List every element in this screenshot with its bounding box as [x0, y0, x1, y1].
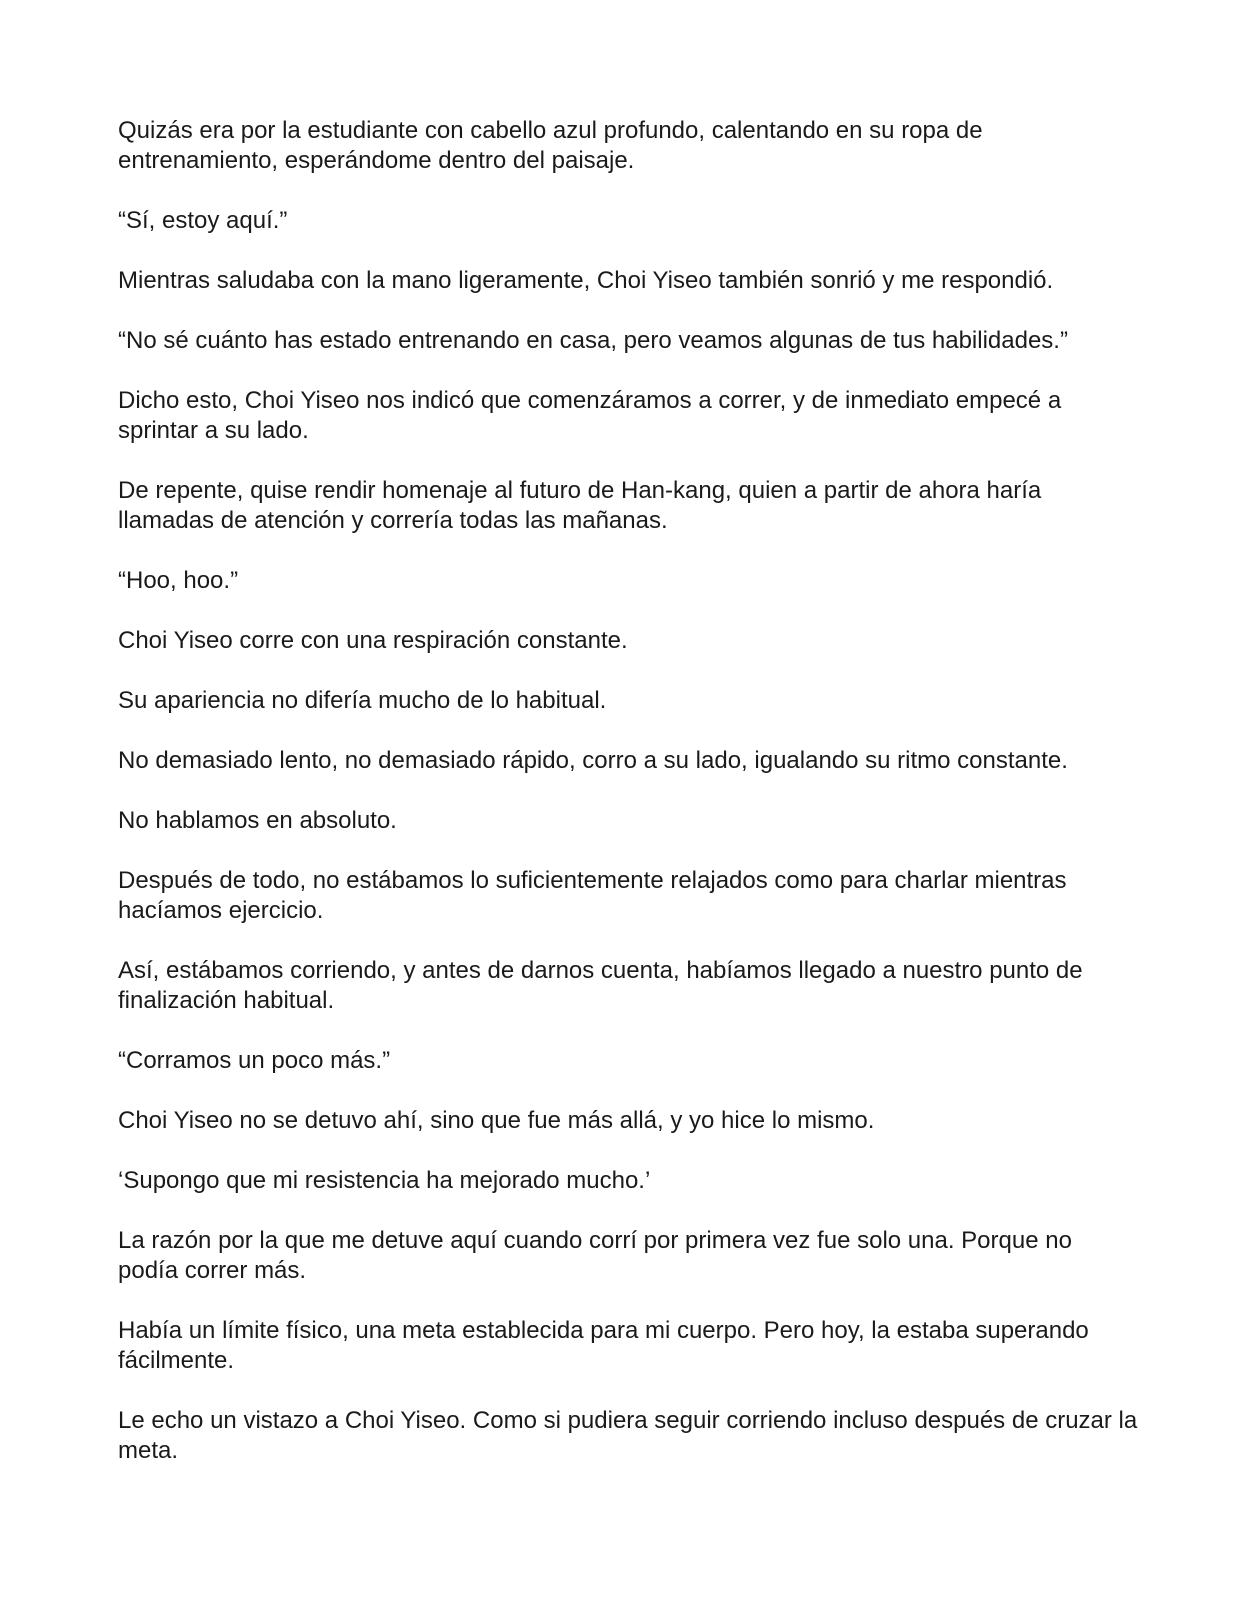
paragraph: Mientras saludaba con la mano ligeramente, Choi Yiseo también sonrió y me respondió.: [118, 267, 1054, 294]
paragraph: “Hoo, hoo.”: [118, 567, 239, 594]
document-body: [118, 116, 1138, 1496]
paragraph: De repente, quise rendir homenaje al futuro de Han-kang, quien a partir de ahora haría llamadas de atención y correría todas las mañanas.: [118, 477, 1042, 534]
paragraph: La razón por la que me detuve aquí cuando corrí por primera vez fue solo una. Porque no podía correr más.: [118, 1227, 1072, 1284]
paragraph: Choi Yiseo corre con una respiración constante.: [118, 627, 628, 654]
paragraph: “No sé cuánto has estado entrenando en casa, pero veamos algunas de tus habilidades.”: [118, 327, 1068, 354]
paragraph: ‘Supongo que mi resistencia ha mejorado mucho.’: [118, 1167, 651, 1194]
paragraph: “Corramos un poco más.”: [118, 1047, 391, 1074]
paragraph: No demasiado lento, no demasiado rápido, corro a su lado, igualando su ritmo constante.: [118, 747, 1068, 774]
paragraph: “Sí, estoy aquí.”: [118, 207, 288, 234]
paragraph: Así, estábamos corriendo, y antes de darnos cuenta, habíamos llegado a nuestro punto de finalización habitual.: [118, 957, 1083, 1014]
paragraph: Había un límite físico, una meta establecida para mi cuerpo. Pero hoy, la estaba superando fácilmente.: [118, 1317, 1089, 1374]
paragraph: Dicho esto, Choi Yiseo nos indicó que comenzáramos a correr, y de inmediato empecé a sprintar a su lado.: [118, 387, 1062, 444]
paragraph: Le echo un vistazo a Choi Yiseo. Como si pudiera seguir corriendo incluso después de cruzar la meta.: [118, 1407, 1138, 1464]
paragraph: Después de todo, no estábamos lo suficientemente relajados como para charlar mientras hacíamos ejercicio.: [118, 867, 1067, 924]
paragraph: Quizás era por la estudiante con cabello azul profundo, calentando en su ropa de entrenamiento, esperándome dentro del paisaje.: [118, 117, 983, 174]
paragraph: Su apariencia no difería mucho de lo habitual.: [118, 687, 607, 714]
paragraph: No hablamos en absoluto.: [118, 807, 397, 834]
paragraph: Choi Yiseo no se detuvo ahí, sino que fue más allá, y yo hice lo mismo.: [118, 1107, 875, 1134]
